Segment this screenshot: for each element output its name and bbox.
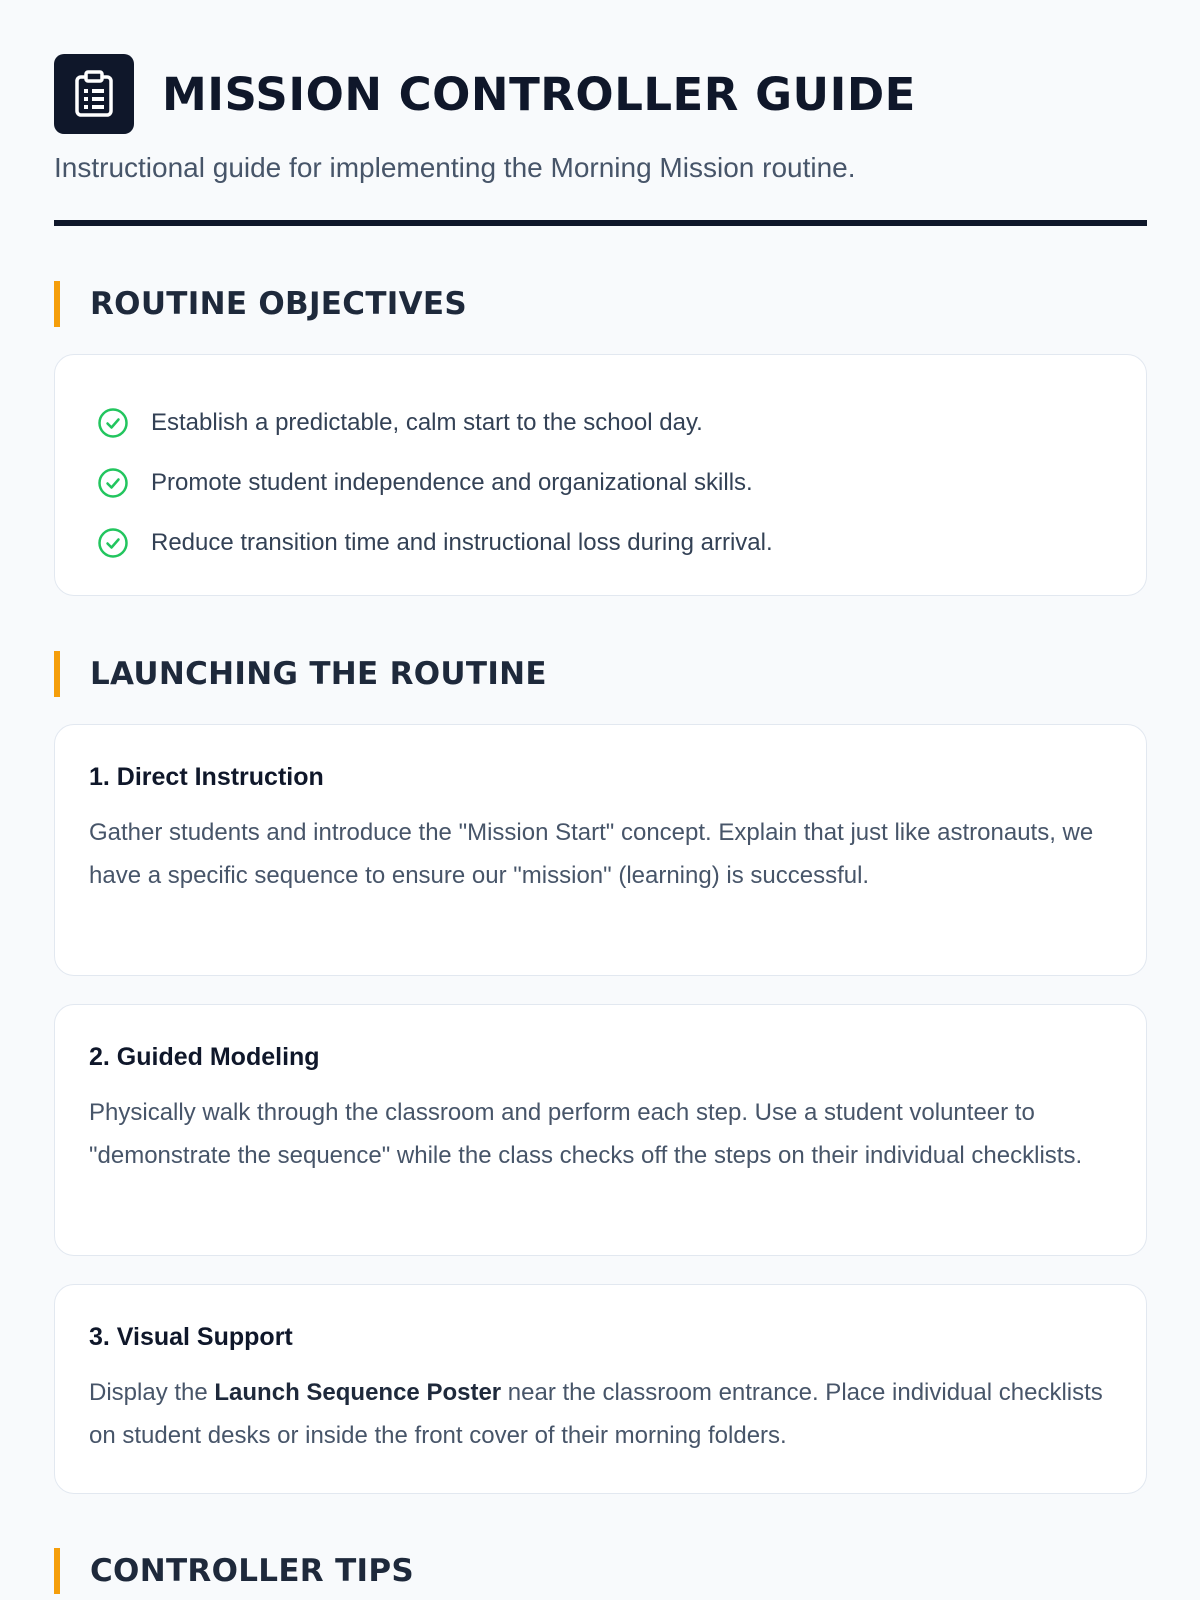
- check-circle-icon: [97, 407, 129, 439]
- page-header: [54, 54, 916, 134]
- section-heading-launching: LAUNCHING THE ROUTINE: [54, 651, 547, 697]
- poster-name: Launch Sequence Poster: [214, 1379, 502, 1406]
- step-card-guided-modeling: [54, 1004, 1147, 1256]
- step-title: 1. Direct Instruction: [89, 763, 324, 791]
- step-body: Gather students and introduce the "Mission Start" concept. Explain that just like astronauts, we have a specific sequence to ensure our "mission" (learning) is successful.: [89, 819, 1094, 889]
- section-heading-objectives: ROUTINE OBJECTIVES: [54, 281, 467, 327]
- objectives-card: [54, 354, 1147, 596]
- step-body: Physically walk through the classroom and perform each step. Use a student volunteer to "demonstrate the sequence" while the class checks off the steps on their individual checklists.: [89, 1099, 1083, 1169]
- header-divider: [54, 220, 1147, 226]
- check-circle-icon: [97, 467, 129, 499]
- list-item: [97, 453, 1146, 513]
- objective-text: Establish a predictable, calm start to the school day.: [151, 409, 703, 436]
- step-title: 3. Visual Support: [89, 1323, 293, 1351]
- step-body-text: near the classroom entrance. Place individual checklists on student desks or inside the front cover of their morning folders.: [89, 1379, 1103, 1449]
- clipboard-list-icon: [54, 54, 134, 134]
- page-subtitle: Instructional guide for implementing the Morning Mission routine.: [54, 152, 856, 183]
- check-circle-icon: [97, 527, 129, 559]
- objective-text: Promote student independence and organizational skills.: [151, 469, 753, 496]
- step-title: 2. Guided Modeling: [89, 1043, 320, 1071]
- step-body-text: Display the: [89, 1379, 215, 1406]
- page-title: MISSION CONTROLLER GUIDE: [162, 67, 916, 121]
- step-card-direct-instruction: [54, 724, 1147, 976]
- step-card-visual-support: [54, 1284, 1147, 1494]
- list-item: [97, 513, 1146, 573]
- list-item: [97, 393, 1146, 453]
- section-heading-tips: CONTROLLER TIPS: [54, 1548, 414, 1594]
- objective-text: Reduce transition time and instructional loss during arrival.: [151, 529, 773, 556]
- step-body: [89, 1371, 1110, 1457]
- objectives-list: [55, 355, 1146, 573]
